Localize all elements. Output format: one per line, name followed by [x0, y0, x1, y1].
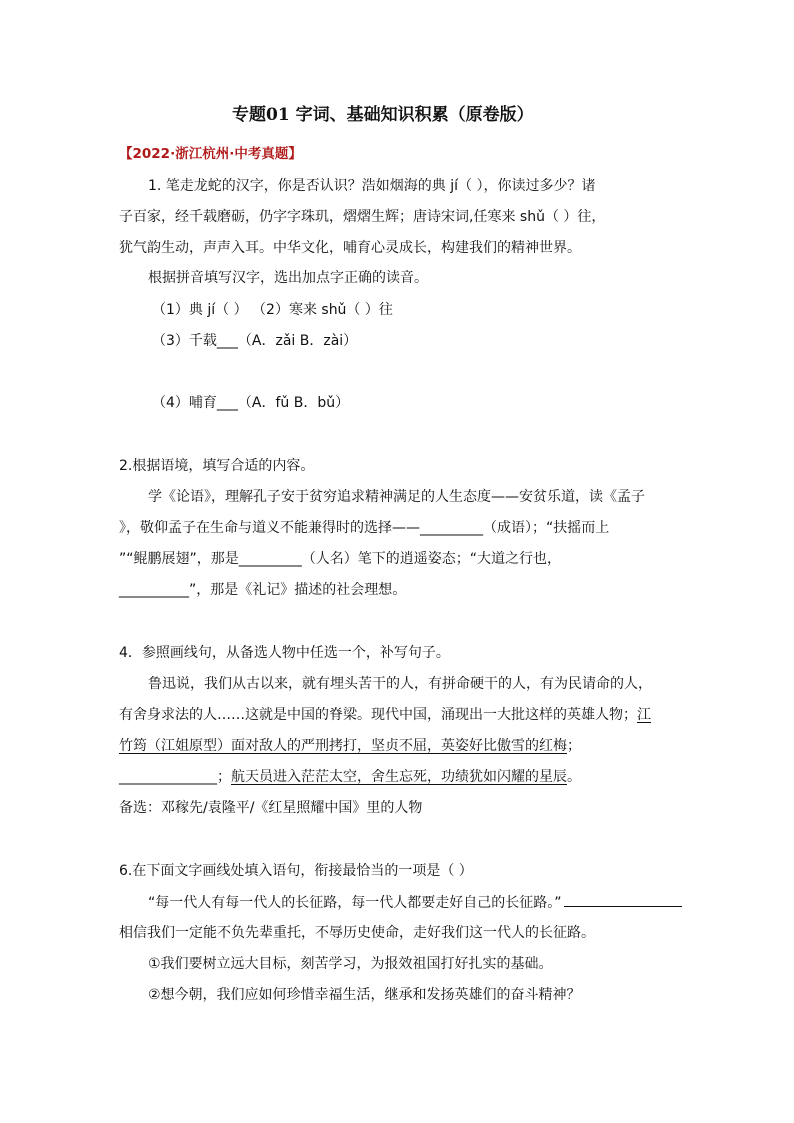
- q4-answer-blank: ______________: [119, 769, 217, 785]
- q6-option-1: ①我们要树立远大目标，刻苦学习，为报效祖国打好扎实的基础。: [148, 956, 553, 972]
- q4-underlined-astronaut: 航天员进入茫茫太空，舍生忘死，功绩犹如闪耀的星辰: [231, 769, 567, 785]
- q1-item-4: （4）哺育___（A．fǔ B．bǔ）: [152, 395, 350, 411]
- q1-line-1: 1. 笔走龙蛇的汉字，你是否认识？浩如烟海的典 jí（ ），你读过多少？诸: [148, 178, 596, 194]
- q1-item-3: （3）千载___（A．zǎi B．zài）: [152, 333, 358, 349]
- q4-options: 备选：邓稼先/袁隆平/《红星照耀中国》里的人物: [119, 800, 423, 816]
- q2-line-4: __________”，那是《礼记》描述的社会理想。: [119, 582, 407, 598]
- q4-line-3-end: ；: [567, 738, 581, 754]
- q2-line-1: 学《论语》，理解孔子安于贫穷追求精神满足的人生态度——安贫乐道，读《孟子: [148, 489, 645, 505]
- q4-line-2: [119, 705, 651, 725]
- q6-option-2: ②想今朝，我们应如何珍惜幸福生活，继承和发扬英雄们的奋斗精神？: [148, 987, 581, 1003]
- q1-instruction: 根据拼音填写汉字，选出加点字正确的读音。: [148, 270, 428, 286]
- q4-underlined-sentence: 竹筠（江姐原型）面对敌人的严刑拷打，坚贞不屈，英姿好比傲雪的红梅: [119, 738, 567, 754]
- q6-quote-line: [148, 892, 684, 913]
- q4-line-1: 鲁迅说，我们从古以来，就有埋头苦干的人，有拼命硬干的人，有为民请命的人，: [148, 676, 652, 692]
- q2-heading: 2.根据语境，填写合适的内容。: [119, 458, 315, 474]
- q6-line-2: 相信我们一定能不负先辈重托，不辱历史使命，走好我们这一代人的长征路。: [119, 925, 595, 941]
- q4-line-2-plain: 有舍身求法的人……这就是中国的脊梁。现代中国，涌现出一大批这样的英雄人物；: [119, 707, 637, 723]
- q1-line-2: 子百家，经千载磨砺，仍字字珠玑，熠熠生辉；唐诗宋词,任寒来 shǔ（ ）往，: [119, 209, 606, 225]
- q4-line-4: [119, 767, 581, 787]
- q4-underlined-start: 江: [637, 707, 651, 723]
- q1-line-3: 犹气韵生动，声声入耳。中华文化，哺育心灵成长，构建我们的精神世界。: [119, 240, 581, 256]
- source-tag: 【2022·浙江杭州·中考真题】: [119, 146, 302, 162]
- q2-line-2: 》，敬仰孟子在生命与道义不能兼得时的选择——_________（成语）；“扶摇而上: [119, 520, 610, 536]
- q6-answer-line: [564, 892, 682, 907]
- page-title: 专题01 字词、基础知识积累（原卷版）: [232, 105, 534, 125]
- q6-heading: 6.在下面文字画线处填入语句，衔接最恰当的一项是（ ）: [119, 863, 473, 879]
- q2-line-3: ”“鲲鹏展翅”，那是_________（人名）笔下的逍遥姿态；“大道之行也，: [119, 551, 562, 567]
- q4-line-3: [119, 736, 581, 756]
- q4-line-4-end: 。: [567, 769, 581, 785]
- q4-separator: ；: [217, 769, 231, 785]
- q4-heading: 4．参照画线句，从备选人物中任选一个，补写句子。: [119, 645, 450, 661]
- q1-item-1-2: （1）典 jí（ ） （2）寒来 shǔ（ ）往: [152, 302, 393, 318]
- q6-quote: “每一代人有每一代人的长征路，每一代人都要走好自己的长征路。”: [148, 895, 562, 911]
